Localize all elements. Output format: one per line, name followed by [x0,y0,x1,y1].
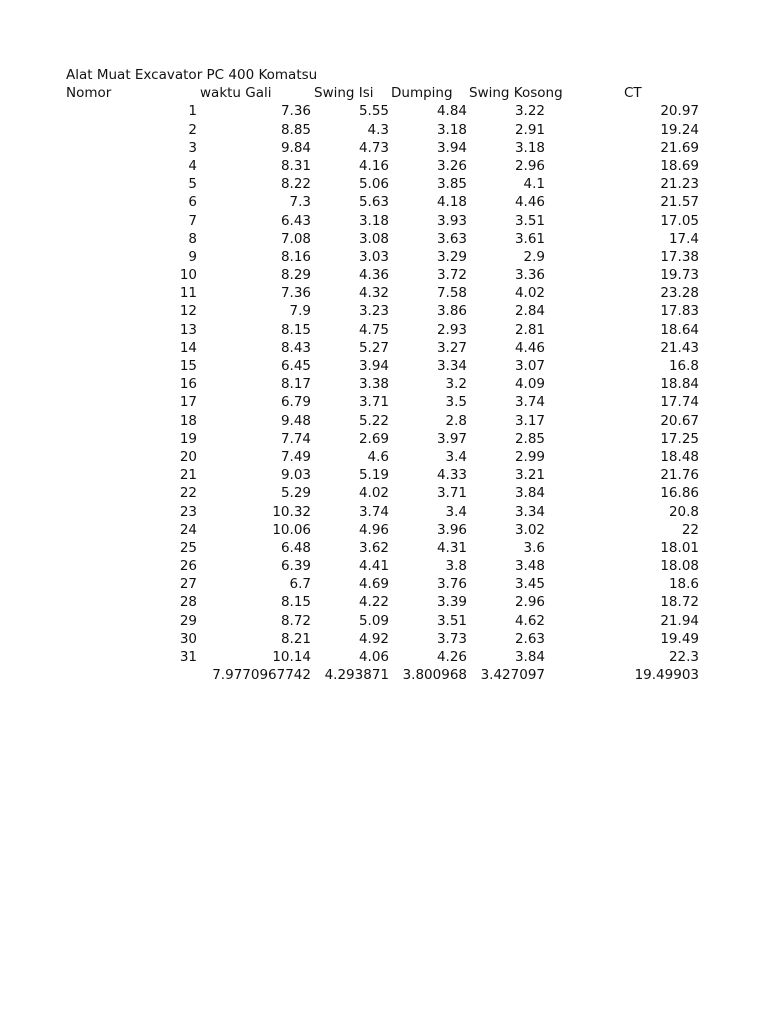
cell-swing-kosong: 3.6 [523,539,545,556]
cell-swing-isi: 4.92 [358,630,389,647]
cell-nomor: 25 [179,539,197,556]
cell-nomor: 11 [179,285,197,302]
avg-dumping: 3.800968 [402,667,467,684]
table-row [0,430,768,448]
avg-waktu-gali: 7.9770967742 [212,667,311,684]
cell-waktu-gali: 8.16 [280,248,311,265]
cell-ct: 23.28 [660,285,699,302]
cell-swing-kosong: 3.84 [514,485,545,502]
cell-swing-isi: 4.32 [358,285,389,302]
cell-nomor: 28 [179,594,197,611]
cell-nomor: 9 [188,248,197,265]
cell-swing-isi: 5.55 [358,103,389,120]
table-row [0,357,768,375]
cell-waktu-gali: 7.3 [289,194,311,211]
cell-ct: 19.49 [660,630,699,647]
cell-waktu-gali: 6.45 [280,358,311,374]
cell-ct: 17.05 [660,212,699,229]
cell-dumping: 3.85 [436,176,467,193]
cell-swing-kosong: 2.84 [514,303,545,320]
cell-dumping: 3.26 [436,157,467,174]
cell-waktu-gali: 9.48 [280,412,311,429]
cell-swing-kosong: 2.85 [514,430,545,447]
cell-swing-kosong: 2.81 [514,321,545,338]
cell-dumping: 3.97 [436,430,467,447]
cell-ct: 18.08 [660,558,699,575]
cell-nomor: 23 [179,503,197,520]
cell-swing-kosong: 2.96 [514,594,545,611]
cell-swing-isi: 4.3 [367,121,389,138]
cell-swing-kosong: 2.91 [514,121,545,138]
table-row [0,248,768,266]
cell-swing-isi: 4.75 [358,321,389,338]
table-row [0,612,768,630]
cell-swing-kosong: 3.61 [514,230,545,247]
table-row [0,393,768,411]
table-row [0,630,768,648]
cell-waktu-gali: 7.74 [280,430,311,447]
table-row [0,321,768,339]
cell-waktu-gali: 7.9 [289,303,311,320]
cell-ct: 20.8 [668,503,699,520]
cell-nomor: 14 [179,339,197,356]
cell-dumping: 4.84 [436,103,467,120]
cell-waktu-gali: 8.22 [280,176,311,193]
cell-swing-isi: 3.74 [358,503,389,520]
cell-swing-kosong: 4.46 [514,339,545,356]
header-row [0,84,768,102]
cell-swing-kosong: 2.99 [514,448,545,465]
cell-dumping: 4.18 [436,194,467,211]
cell-swing-kosong: 3.17 [514,412,545,429]
cell-ct: 21.76 [660,467,699,484]
cell-swing-kosong: 3.74 [514,394,545,411]
cell-nomor: 19 [179,430,197,447]
cell-swing-kosong: 3.07 [514,358,545,374]
cell-swing-isi: 4.02 [358,485,389,502]
cell-swing-isi: 2.69 [358,430,389,447]
cell-swing-kosong: 3.21 [514,467,545,484]
cell-nomor: 7 [188,212,197,229]
cell-nomor: 13 [179,321,197,338]
cell-waktu-gali: 6.39 [280,558,311,575]
cell-swing-isi: 3.71 [358,394,389,411]
table-row [0,193,768,211]
cell-dumping: 3.96 [436,521,467,538]
cell-ct: 21.57 [660,194,699,211]
avg-swing-kosong: 3.427097 [480,667,545,684]
cell-swing-kosong: 2.9 [523,248,545,265]
table-row [0,648,768,666]
header-nomor: Nomor [66,85,112,102]
cell-swing-kosong: 3.18 [514,139,545,156]
cell-ct: 16.8 [668,358,699,374]
cell-swing-kosong: 3.36 [514,267,545,284]
cell-nomor: 31 [179,649,197,665]
cell-swing-isi: 5.27 [358,339,389,356]
cell-nomor: 2 [188,121,197,138]
cell-waktu-gali: 5.29 [280,485,311,502]
cell-ct: 19.24 [660,121,699,138]
cell-swing-isi: 4.69 [358,576,389,593]
cell-swing-isi: 4.16 [358,157,389,174]
cell-ct: 18.69 [660,157,699,174]
cell-swing-isi: 5.06 [358,176,389,193]
cell-dumping: 3.27 [436,339,467,356]
cell-nomor: 21 [179,467,197,484]
cell-swing-isi: 4.36 [358,267,389,284]
table-row [0,503,768,521]
cell-waktu-gali: 9.84 [280,139,311,156]
cell-waktu-gali: 9.03 [280,467,311,484]
cell-dumping: 3.72 [436,267,467,284]
cell-swing-kosong: 4.1 [523,176,545,193]
cell-nomor: 17 [179,394,197,411]
cell-nomor: 15 [179,358,197,374]
cell-swing-kosong: 3.84 [514,649,545,665]
cell-ct: 20.67 [660,412,699,429]
cell-dumping: 3.8 [445,558,467,575]
cell-nomor: 16 [179,376,197,393]
cell-ct: 18.72 [660,594,699,611]
table-row [0,412,768,430]
cell-waktu-gali: 8.15 [280,321,311,338]
cell-ct: 18.48 [660,448,699,465]
cell-swing-isi: 4.41 [358,558,389,575]
cell-swing-isi: 4.06 [358,649,389,665]
cell-nomor: 18 [179,412,197,429]
table-row [0,521,768,539]
cell-dumping: 3.39 [436,594,467,611]
avg-swing-isi: 4.293871 [324,667,389,684]
cell-dumping: 2.8 [445,412,467,429]
table-row [0,539,768,557]
header-swing-kosong: Swing Kosong [469,85,563,102]
table-row [0,302,768,320]
cell-dumping: 7.58 [436,285,467,302]
cell-ct: 21.69 [660,139,699,156]
cell-swing-isi: 4.96 [358,521,389,538]
table-row [0,284,768,302]
cell-swing-kosong: 3.34 [514,503,545,520]
cell-ct: 21.94 [660,612,699,629]
cell-swing-isi: 4.6 [367,448,389,465]
cell-ct: 17.38 [660,248,699,265]
header-waktu-gali: waktu Gali [200,85,272,102]
cell-nomor: 22 [179,485,197,502]
cell-swing-isi: 3.03 [358,248,389,265]
table-row [0,466,768,484]
cell-swing-isi: 3.38 [358,376,389,393]
cell-waktu-gali: 7.08 [280,230,311,247]
cell-swing-isi: 3.62 [358,539,389,556]
cell-dumping: 3.29 [436,248,467,265]
cell-dumping: 4.31 [436,539,467,556]
cell-swing-kosong: 4.62 [514,612,545,629]
cell-nomor: 1 [188,103,197,120]
cell-waktu-gali: 8.29 [280,267,311,284]
cell-swing-kosong: 4.09 [514,376,545,393]
spreadsheet [0,66,768,684]
cell-swing-isi: 3.18 [358,212,389,229]
table-row [0,484,768,502]
cell-nomor: 27 [179,576,197,593]
cell-swing-isi: 5.09 [358,612,389,629]
cell-nomor: 20 [179,448,197,465]
table-row [0,230,768,248]
cell-swing-isi: 5.63 [358,194,389,211]
table-row [0,593,768,611]
cell-nomor: 12 [179,303,197,320]
cell-waktu-gali: 10.06 [272,521,311,538]
cell-swing-kosong: 3.22 [514,103,545,120]
title-row [0,66,768,84]
cell-nomor: 24 [179,521,197,538]
table-row [0,375,768,393]
cell-dumping: 3.51 [436,612,467,629]
cell-dumping: 3.63 [436,230,467,247]
table-row [0,175,768,193]
data-rows [0,102,768,666]
cell-ct: 22.3 [668,649,699,665]
cell-swing-isi: 5.22 [358,412,389,429]
cell-dumping: 3.4 [445,503,467,520]
cell-swing-isi: 3.08 [358,230,389,247]
cell-waktu-gali: 6.43 [280,212,311,229]
cell-waktu-gali: 7.36 [280,285,311,302]
cell-dumping: 3.86 [436,303,467,320]
cell-swing-kosong: 3.02 [514,521,545,538]
cell-swing-kosong: 4.46 [514,194,545,211]
cell-nomor: 10 [179,267,197,284]
cell-nomor: 3 [188,139,197,156]
cell-dumping: 2.93 [436,321,467,338]
table-row [0,266,768,284]
average-row [0,666,768,684]
cell-waktu-gali: 8.17 [280,376,311,393]
cell-waktu-gali: 10.32 [272,503,311,520]
cell-swing-isi: 4.73 [358,139,389,156]
cell-swing-isi: 3.94 [358,358,389,374]
cell-ct: 18.01 [660,539,699,556]
cell-waktu-gali: 8.85 [280,121,311,138]
cell-swing-isi: 4.22 [358,594,389,611]
cell-swing-kosong: 2.96 [514,157,545,174]
cell-dumping: 4.26 [436,649,467,665]
cell-nomor: 8 [188,230,197,247]
cell-dumping: 3.2 [445,376,467,393]
cell-swing-isi: 3.23 [358,303,389,320]
cell-ct: 16.86 [660,485,699,502]
table-row [0,557,768,575]
cell-ct: 19.73 [660,267,699,284]
cell-ct: 17.83 [660,303,699,320]
cell-dumping: 3.4 [445,448,467,465]
cell-swing-kosong: 2.63 [514,630,545,647]
cell-nomor: 29 [179,612,197,629]
header-swing-isi: Swing Isi [314,85,374,102]
cell-ct: 17.74 [660,394,699,411]
cell-ct: 17.4 [668,230,699,247]
cell-waktu-gali: 8.31 [280,157,311,174]
cell-ct: 21.23 [660,176,699,193]
cell-dumping: 3.34 [436,358,467,374]
header-ct: CT [624,85,642,102]
table-row [0,121,768,139]
table-row [0,139,768,157]
table-row [0,157,768,175]
cell-dumping: 3.76 [436,576,467,593]
cell-ct: 18.64 [660,321,699,338]
cell-ct: 22 [681,521,699,538]
table-row [0,448,768,466]
cell-ct: 21.43 [660,339,699,356]
cell-ct: 17.25 [660,430,699,447]
table-row [0,575,768,593]
cell-nomor: 26 [179,558,197,575]
cell-dumping: 3.71 [436,485,467,502]
sheet-title: Alat Muat Excavator PC 400 Komatsu [66,67,318,83]
cell-dumping: 3.5 [445,394,467,411]
avg-ct: 19.49903 [634,667,699,684]
cell-waktu-gali: 7.49 [280,448,311,465]
cell-waktu-gali: 8.43 [280,339,311,356]
cell-waktu-gali: 8.15 [280,594,311,611]
cell-waktu-gali: 7.36 [280,103,311,120]
header-dumping: Dumping [391,85,453,102]
cell-waktu-gali: 6.7 [289,576,311,593]
cell-swing-kosong: 3.51 [514,212,545,229]
cell-ct: 18.84 [660,376,699,393]
cell-swing-isi: 5.19 [358,467,389,484]
cell-nomor: 30 [179,630,197,647]
cell-swing-kosong: 3.48 [514,558,545,575]
cell-nomor: 6 [188,194,197,211]
cell-ct: 18.6 [668,576,699,593]
cell-waktu-gali: 6.79 [280,394,311,411]
cell-dumping: 3.18 [436,121,467,138]
cell-waktu-gali: 10.14 [272,649,311,665]
cell-swing-kosong: 4.02 [514,285,545,302]
cell-swing-kosong: 3.45 [514,576,545,593]
cell-nomor: 4 [188,157,197,174]
cell-dumping: 3.73 [436,630,467,647]
cell-nomor: 5 [188,176,197,193]
cell-waktu-gali: 8.72 [280,612,311,629]
cell-dumping: 3.93 [436,212,467,229]
table-row [0,212,768,230]
cell-dumping: 3.94 [436,139,467,156]
cell-waktu-gali: 8.21 [280,630,311,647]
cell-waktu-gali: 6.48 [280,539,311,556]
cell-ct: 20.97 [660,103,699,120]
table-row [0,339,768,357]
cell-dumping: 4.33 [436,467,467,484]
table-row [0,102,768,120]
